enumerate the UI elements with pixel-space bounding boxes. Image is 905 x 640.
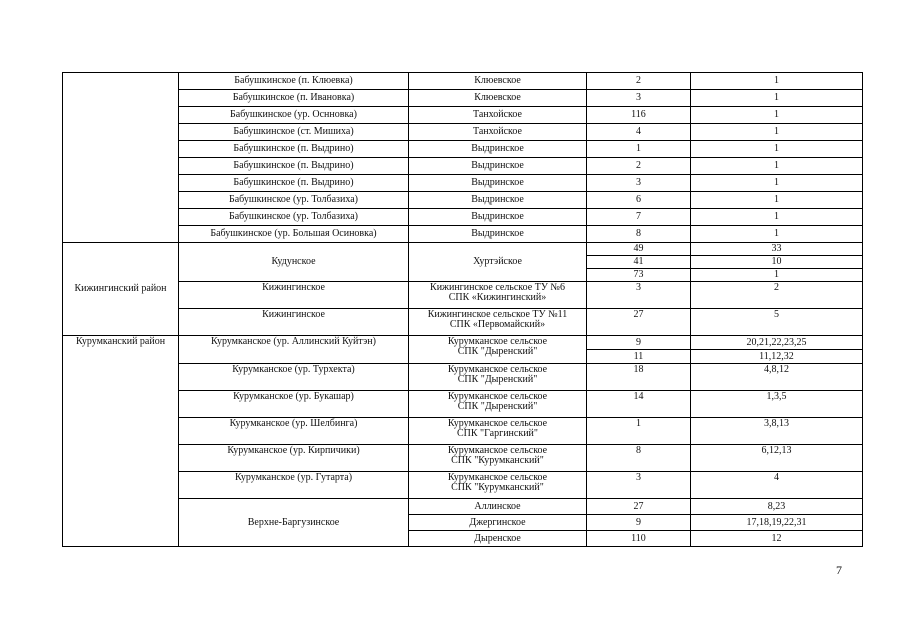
- settlement-cell: Бабушкинское (п. Выдрино): [179, 175, 409, 192]
- tu-line: СПК "Дыренский": [457, 374, 538, 385]
- table-row: [63, 445, 863, 472]
- table-row: [63, 209, 863, 226]
- number-cell: 2: [587, 158, 691, 175]
- settlement-cell: Курумканское (ур. Букашар): [179, 391, 409, 418]
- tu-line: Кижингинское сельское ТУ №6: [430, 282, 565, 293]
- plots-cell: 12: [691, 531, 863, 547]
- plots-cell: 4,8,12: [691, 364, 863, 391]
- tu-cell: [409, 282, 587, 309]
- settlement-cell: Курумканское (ур. Аллинский Куйтэн): [179, 336, 409, 364]
- tu-line: Курумканское сельское: [447, 336, 548, 347]
- number-cell: 3: [587, 90, 691, 107]
- settlement-cell: Бабушкинское (п. Выдрино): [179, 158, 409, 175]
- table-row: [63, 472, 863, 499]
- plots-cell: 10: [691, 256, 863, 269]
- tu-cell: Выдринское: [409, 226, 587, 243]
- tu-cell: Выдринское: [409, 209, 587, 226]
- table-row: [63, 282, 863, 309]
- tu-line: Курумканское сельское: [447, 418, 548, 429]
- number-cell: 2: [587, 73, 691, 90]
- plots-cell: 1: [691, 175, 863, 192]
- tu-cell: Танхойское: [409, 107, 587, 124]
- table-row: [63, 90, 863, 107]
- table-row: [63, 391, 863, 418]
- number-cell: 110: [587, 531, 691, 547]
- tu-cell: Выдринское: [409, 175, 587, 192]
- tu-cell: [409, 472, 587, 499]
- number-cell: 7: [587, 209, 691, 226]
- plots-cell: 2: [691, 282, 863, 309]
- table-row: [63, 418, 863, 445]
- number-cell: 14: [587, 391, 691, 418]
- tu-cell: [409, 445, 587, 472]
- plots-cell: 1: [691, 209, 863, 226]
- table-row: [63, 124, 863, 141]
- tu-cell: [409, 336, 587, 364]
- number-cell: 18: [587, 364, 691, 391]
- settlement-cell: Курумканское (ур. Кирпичики): [179, 445, 409, 472]
- tu-cell: Танхойское: [409, 124, 587, 141]
- table-row: [63, 499, 863, 515]
- tu-cell: Клюевское: [409, 73, 587, 90]
- tu-cell: [409, 309, 587, 336]
- tu-line: СПК "Гаргинский": [456, 428, 538, 439]
- plots-cell: 3,8,13: [691, 418, 863, 445]
- settlement-cell: Бабушкинское (ур. Толбазиха): [179, 192, 409, 209]
- plots-cell: 1: [691, 141, 863, 158]
- tu-cell: Дыренское: [409, 531, 587, 547]
- tu-line: Кижингинское сельское ТУ №11: [427, 309, 568, 320]
- table-row: [63, 175, 863, 192]
- number-cell: 3: [587, 472, 691, 499]
- settlement-cell: Кижингинское: [179, 309, 409, 336]
- settlement-cell: Бабушкинское (ст. Мишиха): [179, 124, 409, 141]
- tu-line: Курумканское сельское: [447, 445, 548, 456]
- number-cell: 27: [587, 309, 691, 336]
- plots-cell: 5: [691, 309, 863, 336]
- tu-line: СПК «Первомайский»: [449, 319, 546, 330]
- number-cell: 9: [587, 336, 691, 350]
- settlement-cell: Курумканское (ур. Шелбинга): [179, 418, 409, 445]
- plots-cell: 1: [691, 73, 863, 90]
- plots-cell: 1: [691, 90, 863, 107]
- plots-cell: 6,12,13: [691, 445, 863, 472]
- settlement-cell: Кижингинское: [179, 282, 409, 309]
- settlement-cell: Верхне-Баргузинское: [179, 499, 409, 547]
- table-row: [63, 226, 863, 243]
- document-table: [62, 72, 863, 547]
- page-number: 7: [836, 563, 842, 577]
- plots-cell: 4: [691, 472, 863, 499]
- settlement-cell: Курумканское (ур. Турхекта): [179, 364, 409, 391]
- number-cell: 116: [587, 107, 691, 124]
- table-row: [63, 158, 863, 175]
- number-cell: 1: [587, 141, 691, 158]
- number-cell: 41: [587, 256, 691, 269]
- table-row: [63, 141, 863, 158]
- settlement-cell: Бабушкинское (ур. Большая Осиновка): [179, 226, 409, 243]
- table-row: [63, 309, 863, 336]
- table-row: [63, 73, 863, 90]
- number-cell: 6: [587, 192, 691, 209]
- number-cell: 11: [587, 350, 691, 364]
- number-cell: 27: [587, 499, 691, 515]
- plots-cell: 11,12,32: [691, 350, 863, 364]
- tu-line: СПК "Дыренский": [457, 401, 538, 412]
- district-cell: Курумканский район: [63, 336, 179, 547]
- number-cell: 8: [587, 445, 691, 472]
- number-cell: 73: [587, 269, 691, 282]
- tu-cell: [409, 418, 587, 445]
- plots-cell: 1: [691, 158, 863, 175]
- number-cell: 8: [587, 226, 691, 243]
- plots-cell: 8,23: [691, 499, 863, 515]
- plots-cell: 1,3,5: [691, 391, 863, 418]
- tu-cell: Хуртэйское: [409, 243, 587, 282]
- district-cell: [63, 73, 179, 243]
- plots-cell: 1: [691, 192, 863, 209]
- number-cell: 1: [587, 418, 691, 445]
- tu-line: Курумканское сельское: [447, 364, 548, 375]
- table-row: [63, 243, 863, 256]
- plots-cell: 1: [691, 107, 863, 124]
- number-cell: 9: [587, 515, 691, 531]
- plots-cell: 1: [691, 226, 863, 243]
- settlement-cell: Бабушкинское (ур. Оснновка): [179, 107, 409, 124]
- number-cell: 3: [587, 175, 691, 192]
- plots-cell: 17,18,19,22,31: [691, 515, 863, 531]
- tu-cell: Выдринское: [409, 141, 587, 158]
- tu-line: СПК "Курумканский": [451, 455, 544, 466]
- tu-cell: [409, 364, 587, 391]
- table-row: [63, 192, 863, 209]
- plots-cell: 1: [691, 124, 863, 141]
- settlement-cell: Бабушкинское (п. Выдрино): [179, 141, 409, 158]
- table-row: [63, 336, 863, 350]
- number-cell: 3: [587, 282, 691, 309]
- number-cell: 49: [587, 243, 691, 256]
- tu-line: Курумканское сельское: [447, 391, 548, 402]
- number-cell: 4: [587, 124, 691, 141]
- settlement-cell: Бабушкинское (п. Ивановка): [179, 90, 409, 107]
- settlement-cell: Бабушкинское (ур. Толбазиха): [179, 209, 409, 226]
- district-cell: Кижингинский район: [63, 243, 179, 336]
- tu-line: Курумканское сельское: [447, 472, 548, 483]
- plots-cell: 20,21,22,23,25: [691, 336, 863, 350]
- tu-line: СПК "Дыренский": [457, 346, 538, 357]
- settlement-cell: Кудунское: [179, 243, 409, 282]
- tu-cell: [409, 391, 587, 418]
- tu-cell: Джергинское: [409, 515, 587, 531]
- tu-line: СПК "Курумканский": [451, 482, 544, 493]
- tu-line: СПК «Кижингинский»: [448, 292, 547, 303]
- tu-cell: Выдринское: [409, 192, 587, 209]
- table-row: [63, 107, 863, 124]
- settlement-cell: Бабушкинское (п. Клюевка): [179, 73, 409, 90]
- tu-cell: Аллинское: [409, 499, 587, 515]
- settlement-cell: Курумканское (ур. Гутарта): [179, 472, 409, 499]
- plots-cell: 1: [691, 269, 863, 282]
- tu-cell: Клюевское: [409, 90, 587, 107]
- tu-cell: Выдринское: [409, 158, 587, 175]
- table-row: [63, 364, 863, 391]
- plots-cell: 33: [691, 243, 863, 256]
